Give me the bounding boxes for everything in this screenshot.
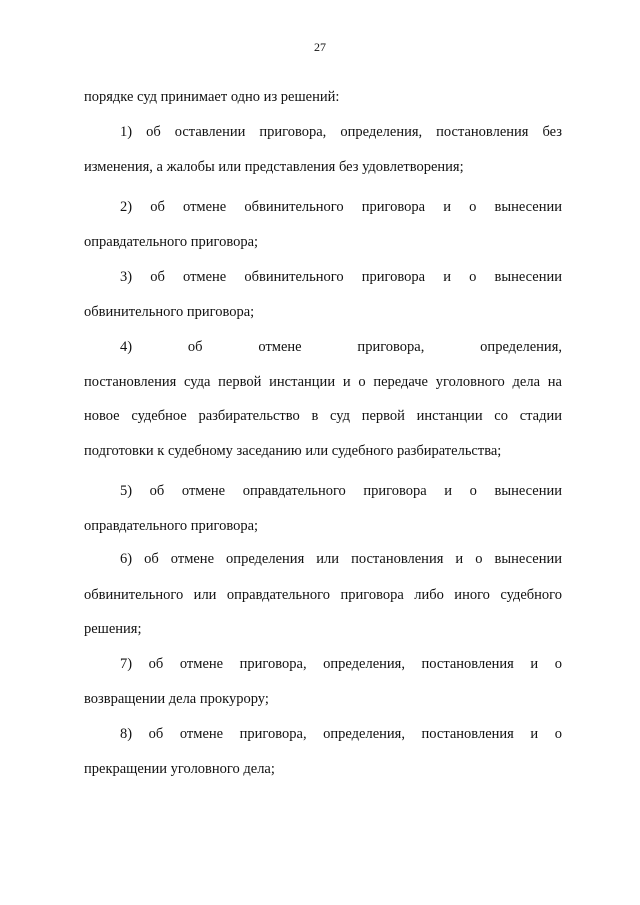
text-line: изменения, а жалобы или представления без удовлетворения; [84, 159, 464, 175]
text-line: оправдательного приговора; [84, 234, 259, 250]
text-line: подготовки к судебному заседанию или судебного разбирательства; [84, 443, 502, 459]
text-line: 1) об оставлении приговора, определения, постановления без [120, 124, 562, 140]
page-number: 27 [314, 40, 326, 54]
text-line: 4) об отмене приговора, определения, [120, 339, 562, 355]
text-line: обвинительного приговора; [84, 304, 255, 320]
text-line: обвинительного или оправдательного приговора либо иного судебного [84, 587, 562, 603]
text-line: прекращении уголовного дела; [84, 761, 275, 777]
text-line: возвращении дела прокурору; [84, 691, 269, 707]
text-line: 8) об отмене приговора, определения, постановления и о [120, 726, 562, 742]
text-line: оправдательного приговора; [84, 518, 259, 534]
text-line: 7) об отмене приговора, определения, постановления и о [120, 656, 562, 672]
text-line: 3) об отмене обвинительного приговора и о вынесении [120, 269, 562, 285]
text-line: новое судебное разбирательство в суд первой инстанции со стадии [84, 408, 562, 424]
text-line: 6) об отмене определения или постановления и о вынесении [120, 551, 562, 567]
text-line: порядке суд принимает одно из решений: [84, 89, 340, 105]
text-line: решения; [84, 621, 142, 637]
text-line: постановления суда первой инстанции и о передаче уголовного дела на [84, 374, 562, 390]
text-line: 2) об отмене обвинительного приговора и о вынесении [120, 199, 562, 215]
text-line: 5) об отмене оправдательного приговора и о вынесении [120, 483, 562, 499]
